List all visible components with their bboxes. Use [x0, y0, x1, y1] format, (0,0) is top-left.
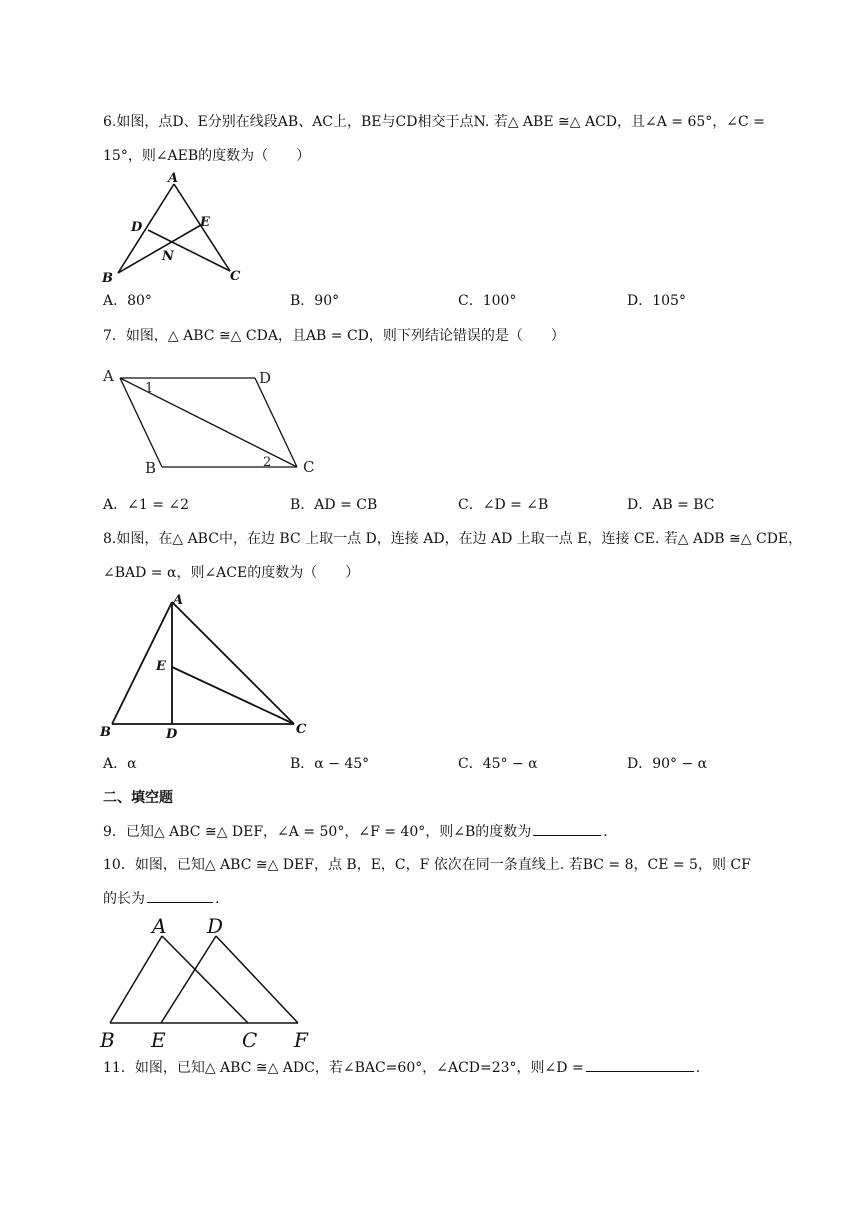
q11-end: .: [695, 1060, 701, 1076]
q8-figure: [98, 588, 318, 748]
q10-answer-blank[interactable]: [147, 888, 213, 903]
q10-label-a: A: [152, 914, 167, 938]
q7-label-d: D: [259, 369, 272, 387]
q6-label-c: C: [230, 269, 241, 284]
q6-option-d[interactable]: D．105°: [627, 293, 686, 309]
q7-angle-1: 1: [145, 381, 154, 396]
q7-label-b: B: [145, 459, 157, 477]
q8-stem-line2: ∠BAD = α，则∠ACE的度数为（ ）: [103, 565, 360, 581]
q8-option-b[interactable]: B．α − 45°: [290, 756, 370, 772]
q11-answer-blank[interactable]: [586, 1057, 694, 1072]
q8-label-c: C: [296, 722, 307, 737]
q8-label-e: E: [156, 659, 166, 674]
q7-figure: [98, 360, 328, 480]
q10-end: .: [215, 891, 220, 907]
q8-label-a: A: [173, 593, 184, 608]
q6-label-e: E: [200, 215, 210, 230]
q8-option-d[interactable]: D．90° − α: [627, 756, 708, 772]
q8-option-c[interactable]: C．45° − α: [458, 756, 538, 772]
q6-option-c[interactable]: C．100°: [458, 293, 517, 309]
q8-option-a[interactable]: A．α: [103, 756, 137, 772]
q6-label-a: A: [168, 171, 179, 186]
q9-answer-blank[interactable]: [533, 821, 601, 836]
q6-label-d: D: [131, 220, 143, 235]
q6-label-n: N: [162, 249, 174, 264]
q6-stem-line2: 15°，则∠AEB的度数为（ ）: [103, 148, 311, 164]
q10-label-b: B: [100, 1028, 115, 1050]
q9-text: 9．已知△ ABC ≅△ DEF，∠A = 50°，∠F = 40°，则∠B的度数为: [103, 824, 532, 840]
q10-text: 的长为: [103, 891, 145, 907]
q6-option-a[interactable]: A．80°: [103, 293, 152, 309]
q6-label-b: B: [102, 271, 113, 286]
q9-stem: [103, 821, 608, 842]
section-fill-in-heading: 二、填空题: [103, 790, 173, 806]
q10-label-e: E: [151, 1028, 166, 1050]
q10-label-f: F: [294, 1028, 308, 1050]
q7-stem: 7．如图，△ ABC ≅△ CDA，且AB = CD，则下列结论错误的是（ ）: [103, 328, 565, 344]
q8-stem-line1: 8.如图，在△ ABC中，在边 BC 上取一点 D，连接 AD，在边 AD 上取一点 E，连接 CE. 若△ ADB ≅△ CDE，: [103, 531, 803, 547]
q6-option-b[interactable]: B．90°: [290, 293, 340, 309]
q11-stem: [103, 1057, 700, 1078]
q7-option-d[interactable]: D．AB = BC: [627, 497, 715, 513]
q10-figure: [98, 914, 328, 1050]
q6-figure: [98, 168, 258, 286]
q7-label-c: C: [303, 458, 315, 476]
q11-text: 11．如图，已知△ ABC ≅△ ADC，若∠BAC=60°，∠ACD=23°，则∠D =: [103, 1060, 584, 1076]
q7-label-a: A: [103, 367, 114, 385]
q8-label-b: B: [100, 725, 111, 740]
q10-label-d: D: [207, 914, 224, 938]
q9-end: .: [603, 824, 608, 840]
q7-angle-2: 2: [263, 455, 272, 470]
q7-option-a[interactable]: A．∠1 = ∠2: [103, 497, 190, 513]
q10-label-c: C: [242, 1028, 258, 1050]
q10-stem-line1: 10．如图，已知△ ABC ≅△ DEF，点 B，E，C，F 依次在同一条直线上. 若BC = 8，CE = 5，则 CF: [103, 857, 751, 873]
q7-option-b[interactable]: B．AD = CB: [290, 497, 378, 513]
q10-stem-line2: [103, 888, 219, 909]
q6-stem-line1: 6.如图，点D、E分别在线段AB、AC上，BE与CD相交于点N. 若△ ABE ≅△ ACD，且∠A = 65°，∠C =: [103, 114, 765, 130]
q8-label-d: D: [166, 727, 178, 742]
q7-option-c[interactable]: C．∠D = ∠B: [458, 497, 549, 513]
